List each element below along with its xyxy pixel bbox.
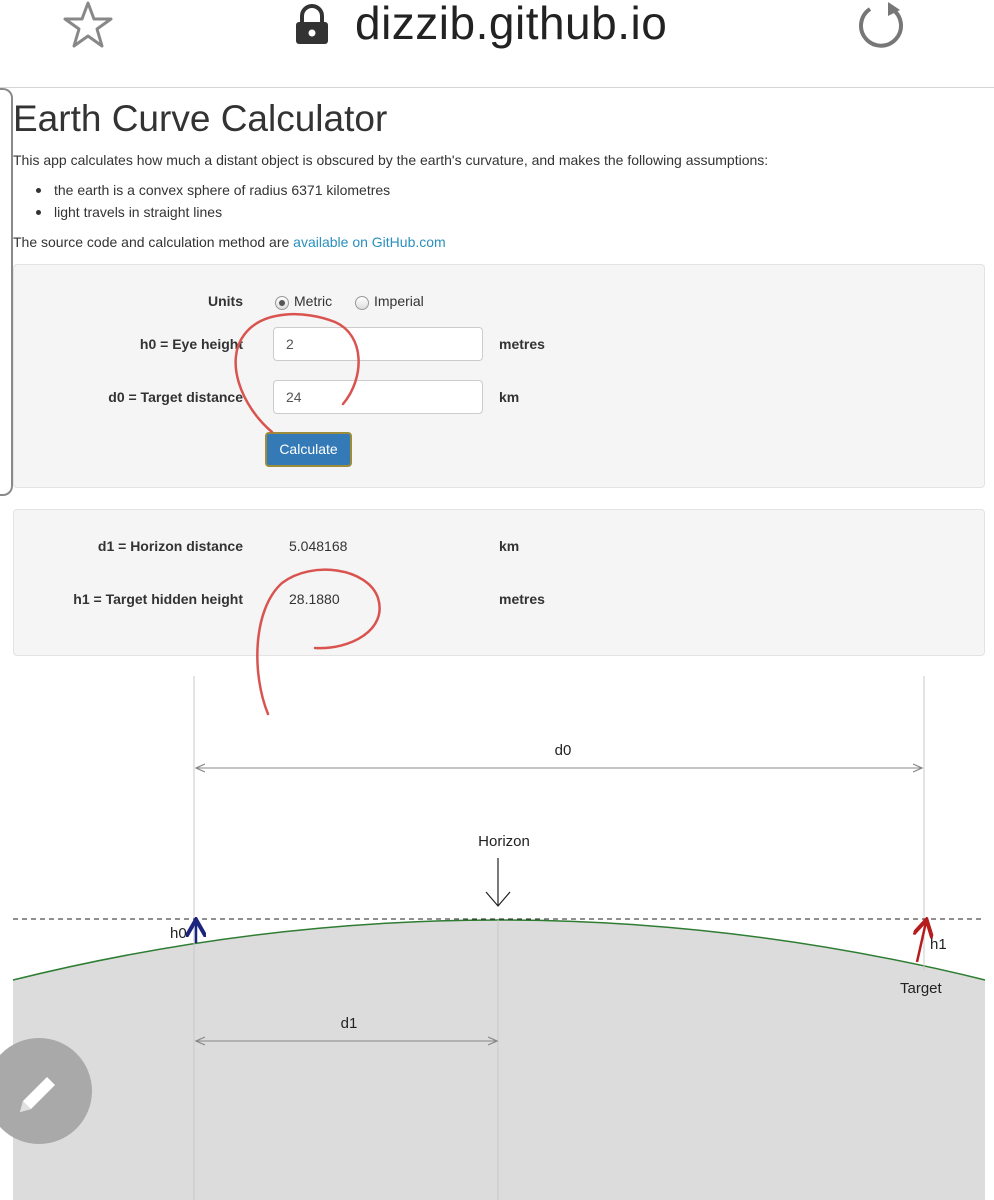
pencil-icon xyxy=(14,1070,62,1118)
h1-arrow xyxy=(917,922,926,962)
horizon-distance-unit: km xyxy=(499,538,520,554)
target-distance-label: d0 = Target distance xyxy=(108,389,243,405)
page-title: Earth Curve Calculator xyxy=(13,98,388,139)
intro-text: This app calculates how much a distant object is obscured by the earth's curvature, and makes the following assumptions: xyxy=(13,152,769,168)
assumptions-list xyxy=(36,182,390,226)
star-icon[interactable] xyxy=(62,0,114,55)
lock-icon xyxy=(292,4,332,51)
earth-curve-diagram xyxy=(0,660,994,1200)
horizon-distance-label: d1 = Horizon distance xyxy=(97,538,243,554)
address-bar-url[interactable]: dizzib.github.io xyxy=(355,0,668,49)
list-item: the earth is a convex sphere of radius 6371 kilometres xyxy=(36,182,390,204)
imperial-radio[interactable] xyxy=(355,296,369,310)
target-hidden-height-unit: metres xyxy=(499,591,545,607)
target-hidden-height-label: h1 = Target hidden height xyxy=(73,591,243,607)
results-panel xyxy=(13,509,985,656)
horizon-label: Horizon xyxy=(478,833,530,850)
target-hidden-height-value: 28.1880 xyxy=(289,591,340,607)
units-label: Units xyxy=(208,293,243,309)
browser-toolbar xyxy=(0,0,994,78)
target-label: Target xyxy=(900,980,942,997)
eye-height-label: h0 = Eye height xyxy=(139,336,243,352)
eye-height-unit: metres xyxy=(499,336,545,352)
imperial-option-label[interactable]: Imperial xyxy=(374,293,424,309)
list-item: light travels in straight lines xyxy=(36,204,390,226)
github-link[interactable]: available on GitHub.com xyxy=(293,234,446,250)
source-prefix: The source code and calculation method are xyxy=(13,234,294,250)
target-distance-unit: km xyxy=(499,389,520,405)
earth-surface xyxy=(13,920,985,1200)
d1-label: d1 xyxy=(340,1015,358,1032)
metric-radio[interactable] xyxy=(275,296,289,310)
target-distance-input[interactable] xyxy=(273,380,483,414)
calculate-button[interactable]: Calculate xyxy=(265,432,352,467)
reload-icon[interactable] xyxy=(856,0,908,55)
toolbar-divider xyxy=(0,87,994,88)
h1-label: h1 xyxy=(930,936,947,953)
eye-height-input[interactable] xyxy=(273,327,483,361)
d0-label: d0 xyxy=(554,742,572,759)
side-drawer-handle[interactable] xyxy=(0,88,13,496)
source-text xyxy=(13,234,446,250)
horizon-distance-value: 5.048168 xyxy=(289,538,348,554)
metric-option-label[interactable]: Metric xyxy=(294,293,333,309)
h0-label: h0 xyxy=(170,925,187,942)
